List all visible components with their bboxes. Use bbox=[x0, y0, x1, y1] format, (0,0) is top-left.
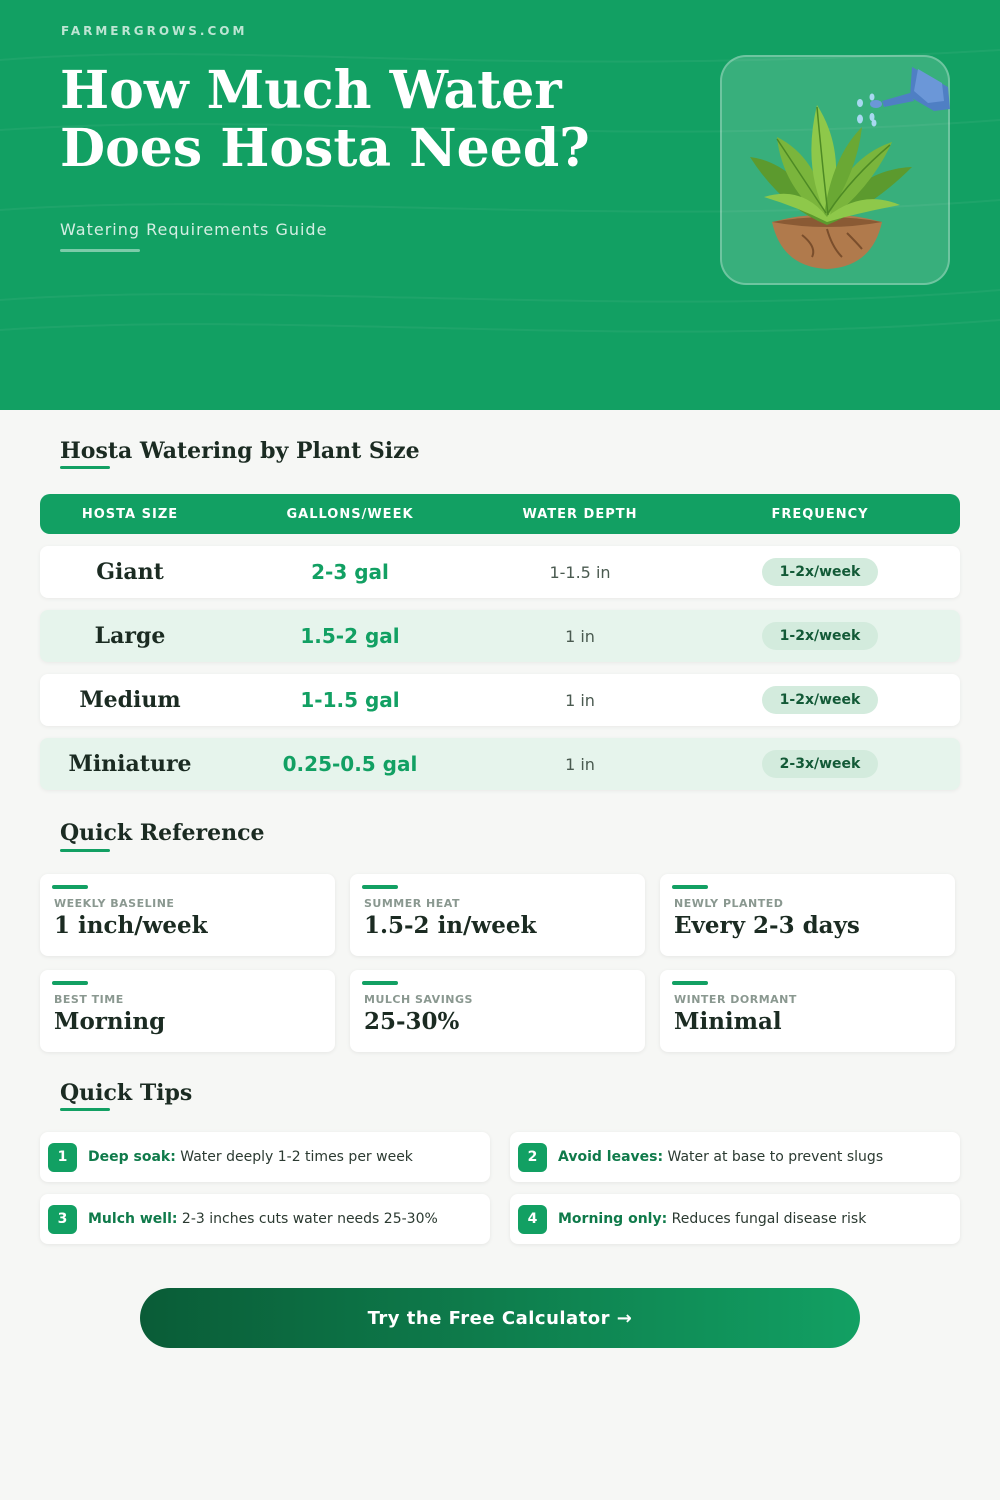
tip-item bbox=[40, 1132, 490, 1182]
size-cell: Medium bbox=[79, 687, 181, 713]
frequency-badge: 1-2x/week bbox=[762, 622, 879, 650]
hero-illustration-card bbox=[720, 55, 950, 285]
tip-number-badge: 1 bbox=[48, 1143, 77, 1172]
size-cell: Miniature bbox=[68, 751, 192, 777]
tip-number-badge: 4 bbox=[518, 1205, 547, 1234]
frequency-badge: 2-3x/week bbox=[762, 750, 879, 778]
table-row bbox=[40, 610, 960, 662]
frequency-badge: 1-2x/week bbox=[762, 558, 879, 586]
column-header-size: HOSTA SIZE bbox=[81, 506, 179, 522]
depth-cell: 1 in bbox=[565, 754, 595, 774]
gallons-cell: 1.5-2 gal bbox=[300, 624, 400, 648]
card-value: 1 inch/week bbox=[54, 912, 208, 939]
column-header-gallons: GALLONS/WEEK bbox=[286, 506, 414, 522]
reference-card bbox=[350, 874, 645, 956]
tip-description: 2-3 inches cuts water needs 25-30% bbox=[177, 1211, 438, 1227]
tip-text bbox=[88, 1211, 438, 1227]
tip-title: Mulch well: bbox=[88, 1211, 178, 1227]
reference-card bbox=[660, 970, 955, 1052]
card-value: 25-30% bbox=[364, 1008, 460, 1035]
tip-description: Reduces fungal disease risk bbox=[667, 1211, 867, 1227]
reference-card bbox=[350, 970, 645, 1052]
free-calculator-button[interactable]: Try the Free Calculator → bbox=[140, 1288, 860, 1348]
depth-cell: 1-1.5 in bbox=[549, 562, 611, 582]
table-row bbox=[40, 546, 960, 598]
gallons-cell: 0.25-0.5 gal bbox=[282, 752, 418, 776]
heading-underline bbox=[60, 1108, 110, 1111]
card-accent bbox=[672, 885, 708, 889]
tip-text bbox=[88, 1149, 413, 1165]
card-label: MULCH SAVINGS bbox=[364, 993, 473, 1006]
card-label: WEEKLY BASELINE bbox=[54, 897, 175, 910]
tip-title: Avoid leaves: bbox=[558, 1149, 664, 1165]
card-label: NEWLY PLANTED bbox=[674, 897, 784, 910]
frequency-cell bbox=[680, 558, 960, 586]
tip-description: Water deeply 1-2 times per week bbox=[175, 1149, 413, 1165]
tip-title: Deep soak: bbox=[88, 1149, 176, 1165]
reference-card bbox=[40, 874, 335, 956]
card-value: Minimal bbox=[674, 1008, 782, 1035]
hero-banner bbox=[0, 0, 1000, 410]
tip-text bbox=[558, 1149, 883, 1165]
tip-item bbox=[40, 1194, 490, 1244]
card-accent bbox=[362, 885, 398, 889]
card-label: WINTER DORMANT bbox=[674, 993, 797, 1006]
tip-text bbox=[558, 1211, 866, 1227]
table-row bbox=[40, 674, 960, 726]
heading-underline bbox=[60, 849, 110, 852]
gallons-cell: 1-1.5 gal bbox=[300, 688, 400, 712]
depth-cell: 1 in bbox=[565, 626, 595, 646]
column-header-frequency: FREQUENCY bbox=[771, 506, 869, 522]
card-label: SUMMER HEAT bbox=[364, 897, 460, 910]
frequency-badge: 1-2x/week bbox=[762, 686, 879, 714]
column-header-depth: WATER DEPTH bbox=[522, 506, 638, 522]
gallons-cell: 2-3 gal bbox=[311, 560, 389, 584]
tip-title: Morning only: bbox=[558, 1211, 668, 1227]
frequency-cell bbox=[680, 622, 960, 650]
tip-number-badge: 2 bbox=[518, 1143, 547, 1172]
card-accent bbox=[52, 885, 88, 889]
quick-tips-heading: Quick Tips bbox=[60, 1080, 193, 1106]
page-subtitle: Watering Requirements Guide bbox=[60, 220, 328, 239]
quick-reference-heading: Quick Reference bbox=[60, 820, 265, 846]
reference-card bbox=[660, 874, 955, 956]
reference-card bbox=[40, 970, 335, 1052]
heading-underline bbox=[60, 466, 110, 469]
size-cell: Giant bbox=[96, 559, 164, 585]
page-title: How Much Water Does Hosta Need? bbox=[60, 60, 590, 179]
card-value: 1.5-2 in/week bbox=[364, 912, 537, 939]
size-table-heading: Hosta Watering by Plant Size bbox=[60, 438, 420, 464]
tip-description: Water at base to prevent slugs bbox=[663, 1149, 884, 1165]
table-header bbox=[40, 494, 960, 534]
subtitle-underline bbox=[60, 249, 140, 252]
watering-can-icon bbox=[857, 67, 950, 127]
brand-name: FARMERGROWS.COM bbox=[61, 24, 248, 38]
size-cell: Large bbox=[94, 623, 166, 649]
card-label: BEST TIME bbox=[54, 993, 124, 1006]
tip-item bbox=[510, 1194, 960, 1244]
card-accent bbox=[52, 981, 88, 985]
table-row bbox=[40, 738, 960, 790]
card-value: Every 2-3 days bbox=[674, 912, 860, 939]
card-accent bbox=[362, 981, 398, 985]
card-value: Morning bbox=[54, 1008, 166, 1035]
depth-cell: 1 in bbox=[565, 690, 595, 710]
frequency-cell bbox=[680, 686, 960, 714]
tip-item bbox=[510, 1132, 960, 1182]
tip-number-badge: 3 bbox=[48, 1205, 77, 1234]
card-accent bbox=[672, 981, 708, 985]
frequency-cell bbox=[680, 750, 960, 778]
hosta-plant-icon bbox=[722, 57, 952, 287]
